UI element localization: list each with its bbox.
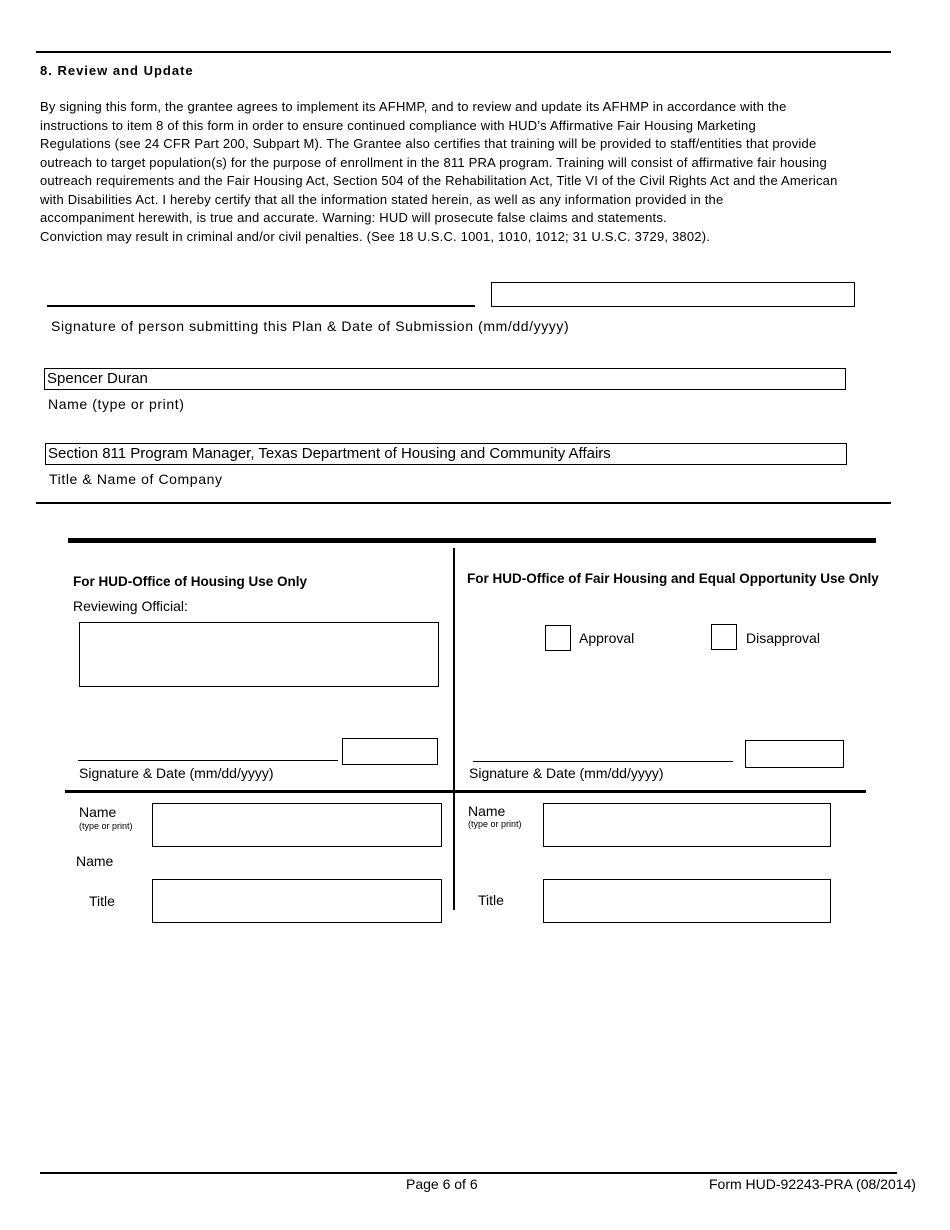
housing-title-field[interactable] bbox=[152, 879, 442, 923]
disapproval-checkbox[interactable] bbox=[711, 624, 737, 650]
hud-table-top-border bbox=[68, 538, 876, 543]
housing-name-label: Name bbox=[79, 804, 117, 820]
housing-name-sublabel: (type or print) bbox=[79, 821, 133, 831]
reviewing-official-label: Reviewing Official: bbox=[73, 598, 188, 614]
housing-title-label: Title bbox=[89, 893, 115, 909]
signature-label: Signature of person submitting this Plan & Date of Submission (mm/dd/yyyy) bbox=[51, 318, 570, 334]
paragraph-line: instructions to item 8 of this form in order to ensure continued compliance with HUD’s Affirmative Fair Housing Marketing bbox=[40, 117, 756, 133]
section-title: 8. Review and Update bbox=[40, 63, 194, 78]
title-company-label: Title & Name of Company bbox=[49, 471, 223, 487]
hud-table-mid-border bbox=[65, 790, 866, 793]
paragraph-line: outreach to target population(s) for the purpose of enrollment in the 811 PRA program. Training will consist of affirmative fair housing bbox=[40, 154, 827, 170]
fheo-title-label: Title bbox=[478, 892, 504, 908]
housing-name-label-2: Name bbox=[76, 853, 114, 869]
reviewing-official-field[interactable] bbox=[79, 622, 439, 687]
top-rule bbox=[36, 51, 891, 53]
footer-rule bbox=[40, 1172, 897, 1174]
fheo-signature-line[interactable] bbox=[473, 761, 733, 762]
form-id: Form HUD-92243-PRA (08/2014) bbox=[709, 1176, 916, 1192]
paragraph-line: accompaniment herewith, is true and accurate. Warning: HUD will prosecute false claims and statements. bbox=[40, 210, 667, 225]
fheo-name-label: Name bbox=[468, 803, 506, 819]
paragraph-line: outreach requirements and the Fair Housing Act, Section 504 of the Rehabilitation Act, Title VI of the Civil Rights Act and the American bbox=[40, 173, 838, 188]
fheo-heading: For HUD-Office of Fair Housing and Equal Opportunity Use Only bbox=[467, 571, 879, 586]
fheo-date-field[interactable] bbox=[745, 740, 844, 768]
certification-paragraph bbox=[40, 98, 900, 246]
housing-date-field[interactable] bbox=[342, 738, 438, 765]
paragraph-line: with Disabilities Act. I hereby certify that all the information stated herein, as well as any information provided in the bbox=[40, 191, 724, 207]
hud-table-divider bbox=[453, 548, 455, 910]
title-company-field[interactable]: Section 811 Program Manager, Texas Department of Housing and Community Affairs bbox=[45, 443, 847, 465]
page-number: Page 6 of 6 bbox=[406, 1176, 478, 1192]
section-separator bbox=[36, 502, 891, 504]
disapproval-label: Disapproval bbox=[746, 630, 820, 646]
housing-signature-line[interactable] bbox=[78, 760, 338, 761]
fheo-signature-date-label: Signature & Date (mm/dd/yyyy) bbox=[469, 765, 664, 781]
housing-heading: For HUD-Office of Housing Use Only bbox=[73, 574, 308, 589]
housing-signature-date-label: Signature & Date (mm/dd/yyyy) bbox=[79, 765, 274, 781]
paragraph-line: By signing this form, the grantee agrees to implement its AFHMP, and to review and update its AFHMP in accordance with the bbox=[40, 99, 787, 114]
paragraph-line: Conviction may result in criminal and/or civil penalties. (See 18 U.S.C. 1001, 1010, 1012; 31 U.S.C. 3729, 3802). bbox=[40, 228, 711, 244]
submission-date-field[interactable] bbox=[491, 282, 855, 307]
submitter-name-field[interactable]: Spencer Duran bbox=[44, 368, 846, 390]
approval-label: Approval bbox=[579, 630, 635, 646]
fheo-name-field[interactable] bbox=[543, 803, 831, 847]
housing-name-field[interactable] bbox=[152, 803, 442, 847]
submitter-signature-line[interactable] bbox=[47, 305, 475, 307]
approval-checkbox[interactable] bbox=[545, 625, 571, 651]
name-label: Name (type or print) bbox=[48, 396, 185, 412]
paragraph-line: Regulations (see 24 CFR Part 200, Subpart M). The Grantee also certifies that training will be provided to staff/entities that provide bbox=[40, 136, 817, 151]
fheo-name-sublabel: (type or print) bbox=[468, 819, 522, 829]
fheo-title-field[interactable] bbox=[543, 879, 831, 923]
